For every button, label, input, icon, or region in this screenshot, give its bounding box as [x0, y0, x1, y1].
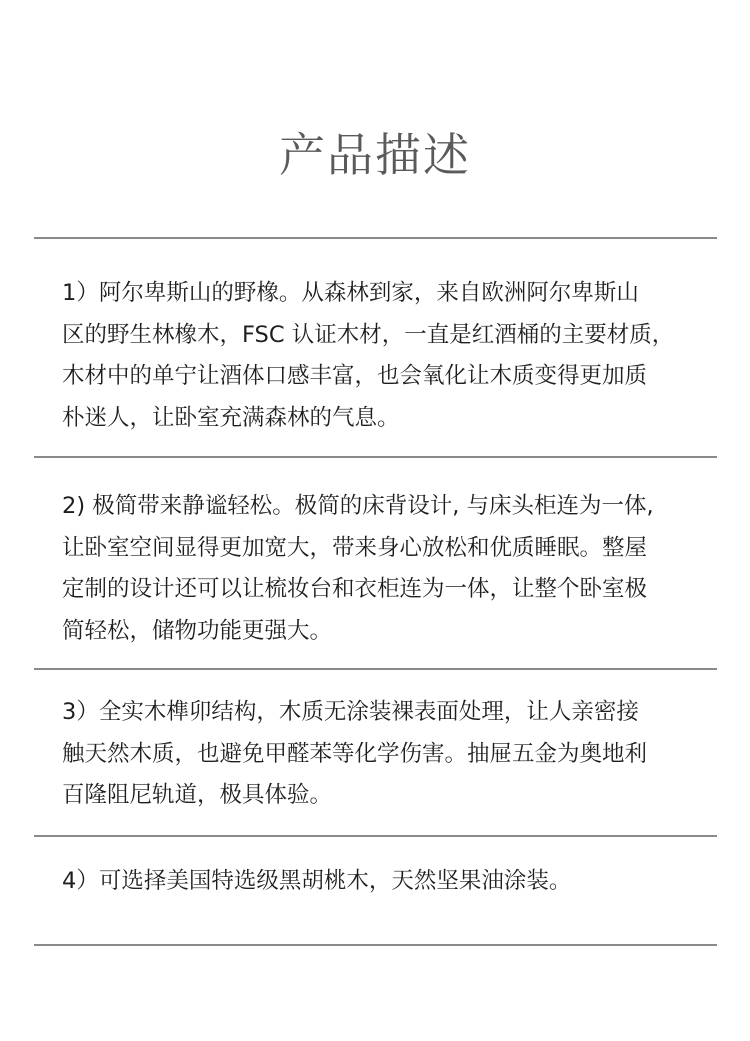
- section-1-text: [62, 273, 702, 439]
- divider: [34, 237, 717, 239]
- section-2-text: [62, 486, 702, 652]
- text-line: 定制的设计还可以让梳妆台和衣柜连为一体，让整个卧室极: [62, 576, 648, 602]
- divider: [34, 668, 717, 670]
- text-line: 区的野生林橡木，FSC 认证木材，一直是红酒桶的主要材质，: [62, 321, 675, 348]
- divider: [34, 944, 717, 946]
- text-line: 4）可选择美国特选级黑胡桃木，天然坚果油涂装。: [62, 868, 572, 894]
- page-title: 产品描述: [279, 127, 471, 182]
- section-3-text: [62, 692, 702, 817]
- text-line: 简轻松，储物功能更强大。: [62, 617, 333, 644]
- text-line: 朴迷人，让卧室充满森林的气息。: [62, 404, 400, 431]
- divider: [34, 456, 717, 458]
- text-line: 百隆阻尼轨道，极具体验。: [62, 782, 333, 808]
- text-line: 3）全实木榫卯结构，木质无涂装裸表面处理，让人亲密接: [62, 699, 639, 725]
- text-line: 触天然木质，也避免甲醛苯等化学伤害。抽屉五金为奥地利: [62, 740, 648, 767]
- section-4-text: [62, 861, 702, 903]
- divider: [34, 835, 717, 837]
- text-line: 让卧室空间显得更加宽大，带来身心放松和优质睡眠。整屋: [62, 534, 648, 561]
- text-line: 1）阿尔卑斯山的野橡。从森林到家，来自欧洲阿尔卑斯山: [62, 280, 639, 306]
- text-line: 2) 极简带来静谧轻松。极简的床背设计, 与床头柜连为一体,: [62, 493, 654, 519]
- text-line: 木材中的单宁让酒体口感丰富，也会氧化让木质变得更加质: [62, 363, 648, 389]
